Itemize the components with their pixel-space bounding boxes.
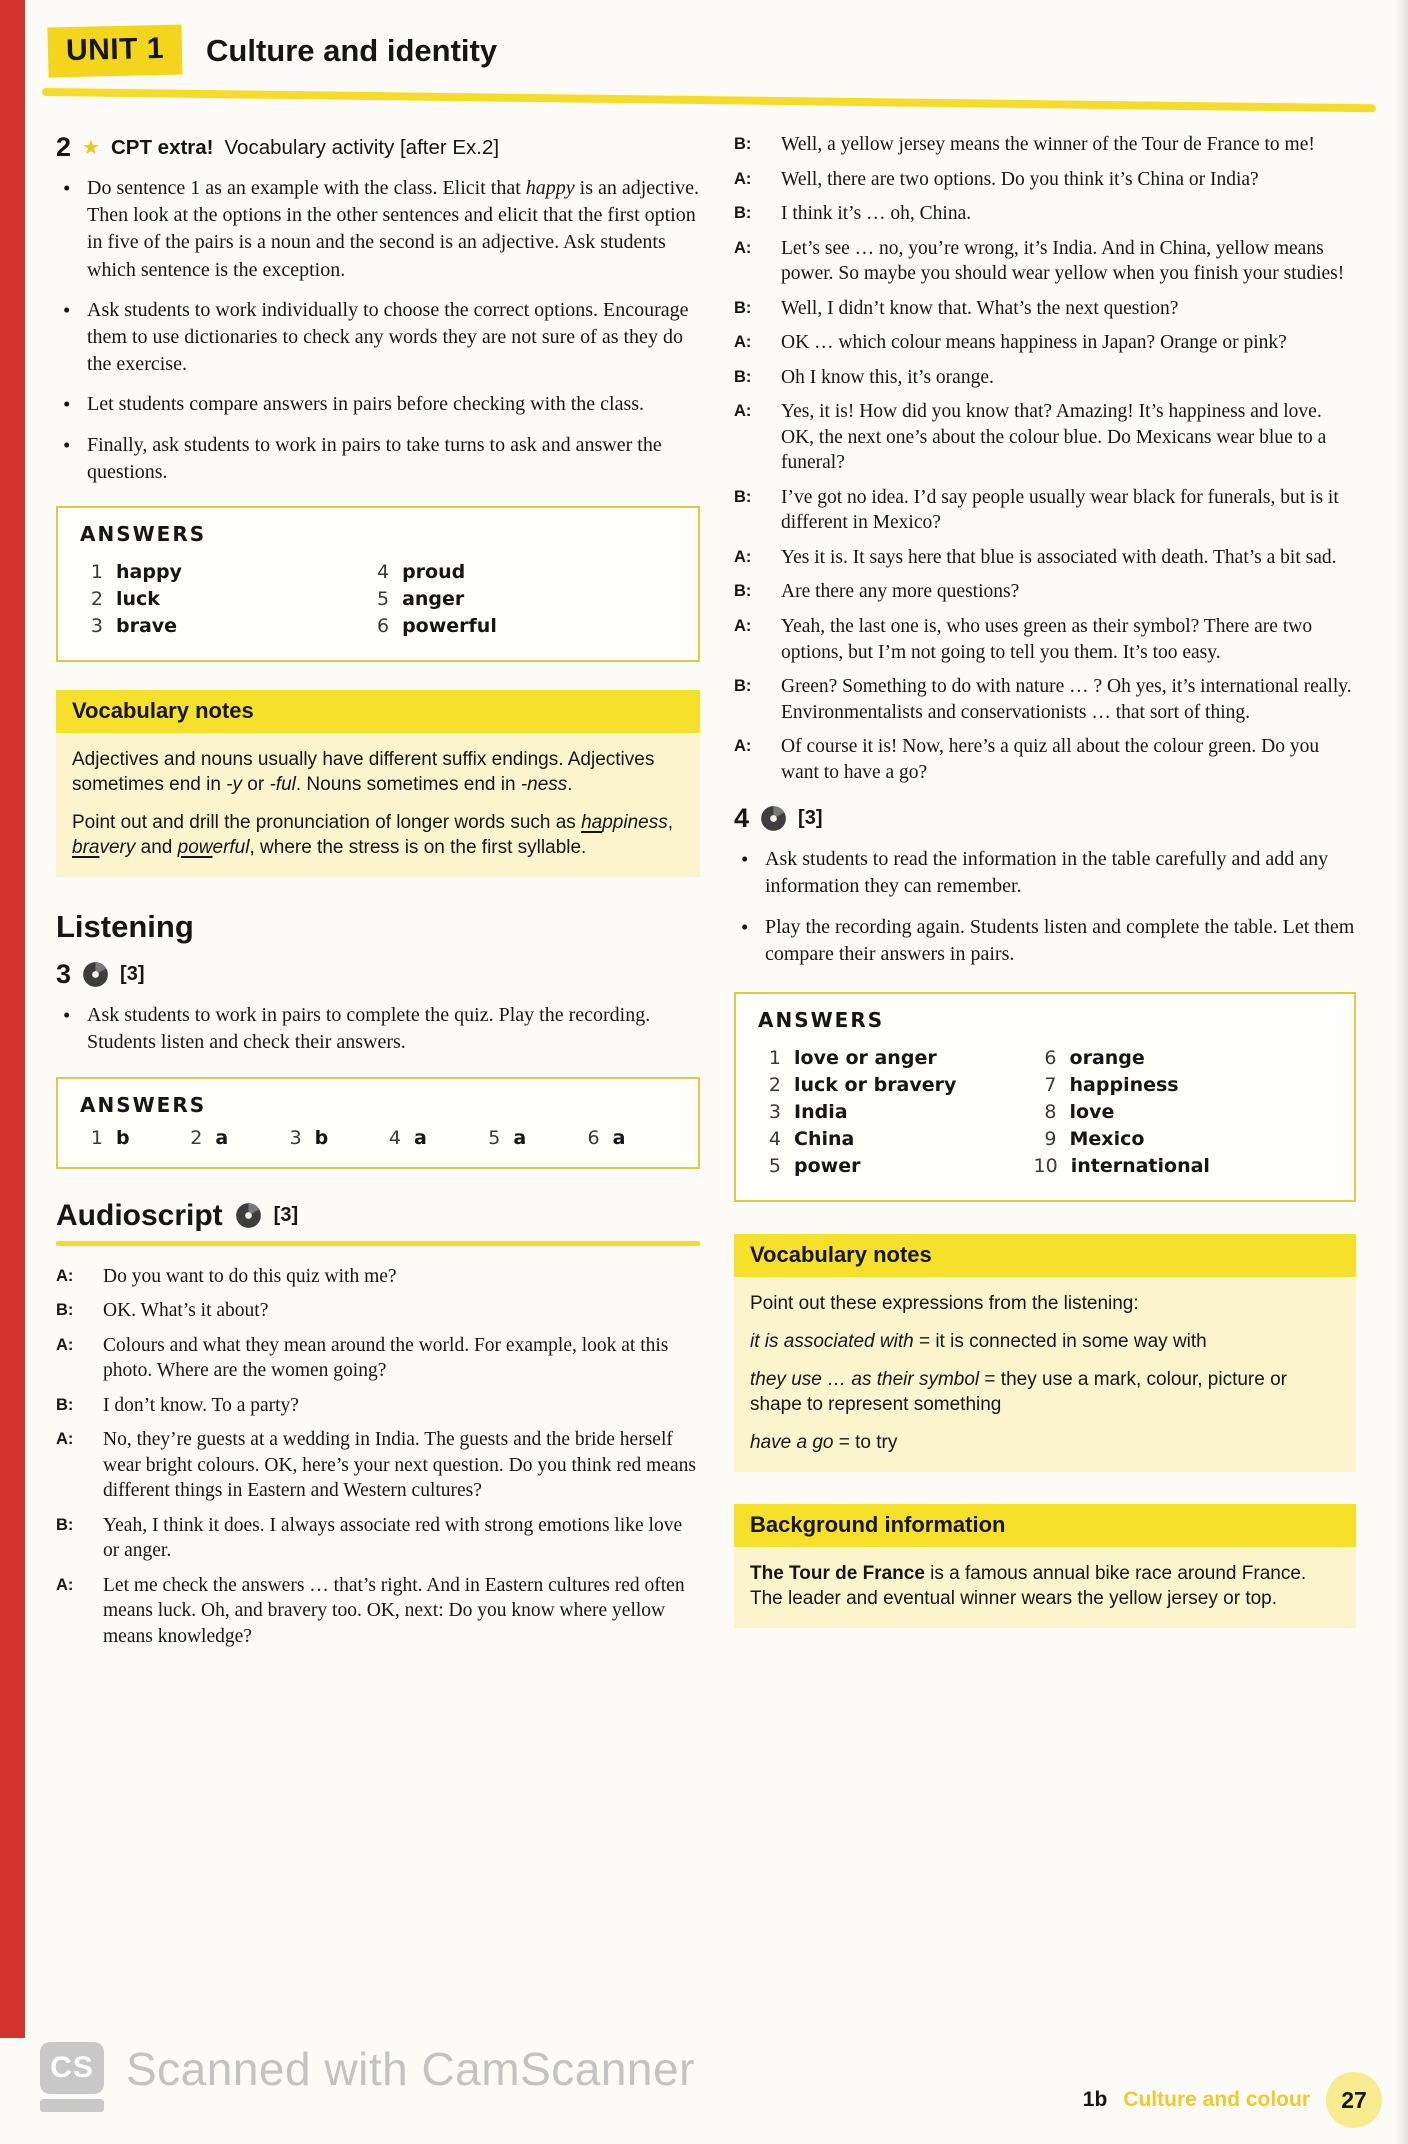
note-paragraph: it is associated with = it is connected in some way with bbox=[750, 1330, 1207, 1352]
answer-item bbox=[80, 561, 366, 583]
answer-text: proud bbox=[402, 560, 466, 583]
bullet-item bbox=[56, 175, 700, 284]
audio-cd-icon bbox=[235, 1202, 262, 1229]
bullet-text: Ask students to read the information in the table carefully and add any information they can remember. bbox=[765, 848, 1329, 898]
speaker-label: A: bbox=[56, 1575, 74, 1594]
dialogue-turn bbox=[56, 1513, 700, 1564]
dialogue-turn bbox=[734, 545, 1356, 571]
bullet-item bbox=[734, 914, 1356, 968]
speaker-label: A: bbox=[734, 238, 752, 257]
answer-item bbox=[758, 1128, 1034, 1150]
exercise-2-heading bbox=[56, 132, 700, 163]
bullet-text: Play the recording again. Students listen and complete the table. Let them compare their answers in pairs. bbox=[765, 915, 1355, 965]
track-number: [3] bbox=[273, 1204, 299, 1227]
dialogue-turn bbox=[734, 614, 1356, 665]
dialogue-turn bbox=[734, 167, 1356, 193]
answer-number: 1 bbox=[90, 560, 103, 583]
answer-number: 7 bbox=[1044, 1073, 1057, 1096]
note-paragraph: Adjectives and nouns usually have different suffix endings. Adjectives sometimes end in -y or -ful. Nouns sometimes end in -ness. bbox=[72, 748, 655, 795]
dialogue-turn bbox=[56, 1427, 700, 1504]
camscanner-logo-icon bbox=[40, 2042, 104, 2112]
answer-item bbox=[378, 1127, 477, 1149]
left-column bbox=[56, 128, 700, 1658]
quiz-answers-row bbox=[80, 1127, 676, 1149]
speaker-label: B: bbox=[56, 1515, 74, 1534]
speaker-label: A: bbox=[56, 1430, 74, 1449]
speaker-label: A: bbox=[734, 616, 752, 635]
answer-text: happiness bbox=[1069, 1073, 1179, 1096]
answers-box-ex3 bbox=[56, 1077, 700, 1169]
answer-item bbox=[1034, 1155, 1332, 1177]
dialogue-turn bbox=[734, 132, 1356, 158]
answer-text: anger bbox=[402, 587, 465, 610]
answer-number: 5 bbox=[768, 1154, 781, 1177]
audioscript-underline bbox=[56, 1241, 700, 1246]
answers-column-2 bbox=[366, 556, 676, 642]
camscanner-watermark-text: Scanned with CamScanner bbox=[126, 2043, 695, 2095]
answers-column-1 bbox=[80, 556, 366, 642]
answer-text: love or anger bbox=[794, 1046, 937, 1069]
answer-item bbox=[366, 561, 676, 583]
answer-item bbox=[80, 1127, 179, 1149]
speaker-label: A: bbox=[56, 1335, 74, 1354]
vocabulary-notes-box-2 bbox=[734, 1234, 1356, 1472]
background-paragraph: The Tour de France is a famous annual bike race around France. The leader and eventual winner wears the yellow jersey or top. bbox=[750, 1563, 1307, 1610]
dialogue-turn bbox=[734, 201, 1356, 227]
exercise-title: Vocabulary activity [after Ex.2] bbox=[224, 135, 500, 159]
page-title: Culture and identity bbox=[206, 33, 498, 68]
background-information-heading: Background information bbox=[734, 1504, 1356, 1547]
bullet-item bbox=[56, 432, 700, 486]
speaker-label: A: bbox=[734, 737, 752, 756]
bullet-item bbox=[56, 391, 700, 418]
speaker-label: A: bbox=[56, 1266, 74, 1285]
dialogue-turn bbox=[56, 1298, 700, 1324]
speaker-label: B: bbox=[734, 204, 752, 223]
page-header bbox=[48, 26, 497, 76]
speaker-label: B: bbox=[734, 677, 752, 696]
dialogue-turn bbox=[734, 236, 1356, 287]
dialogue-text: Yeah, the last one is, who uses green as their symbol? There are two options, but I’m not going to tell you them. It’s too easy. bbox=[781, 615, 1313, 663]
exercise-number: 2 bbox=[56, 132, 72, 162]
answer-item bbox=[758, 1155, 1034, 1177]
answer-item bbox=[366, 615, 676, 637]
dialogue-text: Well, there are two options. Do you think it’s China or India? bbox=[781, 168, 1259, 190]
answer-number: 3 bbox=[768, 1100, 781, 1123]
answer-number: 2 bbox=[190, 1126, 203, 1149]
audioscript-title: Audioscript bbox=[56, 1198, 223, 1232]
bullet-text: Ask students to work in pairs to complete the quiz. Play the recording. Students listen and check their answers. bbox=[87, 1004, 651, 1054]
cpt-extra-label: CPT extra! bbox=[110, 135, 214, 159]
camscanner-logo-bar bbox=[40, 2099, 104, 2112]
vocabulary-notes-body bbox=[56, 733, 700, 877]
dialogue-text: Yes it is. It says here that blue is associated with death. That’s a bit sad. bbox=[781, 546, 1337, 568]
exercise-4-heading bbox=[734, 803, 1356, 834]
track-number: [3] bbox=[120, 963, 145, 986]
answers-heading: ANSWERS bbox=[758, 1007, 885, 1032]
answers-grid bbox=[80, 556, 676, 642]
vocabulary-notes-box-1 bbox=[56, 690, 700, 877]
answer-number: 4 bbox=[388, 1126, 401, 1149]
answer-text: India bbox=[794, 1100, 848, 1123]
exercise-4-bullets bbox=[734, 846, 1356, 968]
dialogue-turn bbox=[56, 1333, 700, 1384]
page-number-badge bbox=[1326, 2072, 1382, 2128]
bullet-text: Do sentence 1 as an example with the class. Elicit that happy is an adjective. Then look at the options in the other sentences and elicit that the first option in five of the pairs is a noun and the second is an adjective. Ask students which sentence is the exception. bbox=[87, 177, 700, 281]
answer-text: brave bbox=[116, 614, 178, 637]
answer-number: 1 bbox=[90, 1126, 103, 1149]
answers-box-ex4 bbox=[734, 992, 1356, 1202]
answer-letter: a bbox=[413, 1126, 427, 1149]
answer-number: 6 bbox=[376, 614, 390, 637]
answers-column-2 bbox=[1034, 1042, 1332, 1182]
dialogue-text: Are there any more questions? bbox=[781, 581, 1020, 603]
listening-section-title: Listening bbox=[56, 909, 194, 945]
exercise-2-bullets bbox=[56, 175, 700, 486]
answer-number: 5 bbox=[488, 1126, 501, 1149]
dialogue-turn bbox=[56, 1393, 700, 1419]
scan-edge-shadow bbox=[1396, 0, 1408, 2144]
bullet-text: Let students compare answers in pairs before checking with the class. bbox=[87, 393, 645, 416]
answer-text: power bbox=[794, 1154, 861, 1177]
dialogue-text: OK … which colour means happiness in Japan? Orange or pink? bbox=[781, 332, 1287, 354]
exercise-number: 4 bbox=[734, 803, 750, 834]
note-paragraph: Point out and drill the pronunciation of longer words such as happiness, bravery and powerful, where the stress is on the first syllable. bbox=[72, 812, 674, 859]
answer-item bbox=[179, 1127, 278, 1149]
answer-text: luck bbox=[116, 587, 160, 610]
answer-number: 3 bbox=[289, 1126, 302, 1149]
speaker-label: A: bbox=[734, 169, 752, 188]
bullet-item bbox=[56, 297, 700, 379]
speaker-label: A: bbox=[734, 333, 752, 352]
dialogue-turn bbox=[734, 365, 1356, 391]
track-number: [3] bbox=[798, 807, 823, 830]
vocabulary-notes-heading: Vocabulary notes bbox=[734, 1234, 1356, 1277]
answer-item bbox=[758, 1101, 1034, 1123]
answers-grid bbox=[758, 1042, 1332, 1182]
page-number: 27 bbox=[1341, 2086, 1367, 2113]
answer-number: 3 bbox=[90, 614, 103, 637]
answer-number: 4 bbox=[376, 560, 390, 583]
answer-number: 6 bbox=[587, 1126, 600, 1149]
answer-number: 6 bbox=[1044, 1046, 1057, 1069]
answer-item bbox=[366, 588, 676, 610]
camscanner-logo-text: CS bbox=[50, 2051, 94, 2084]
audio-cd-icon bbox=[82, 961, 109, 988]
note-paragraph: have a go = to try bbox=[750, 1432, 898, 1454]
dialogue-text: Green? Something to do with nature … ? Oh yes, it’s international really. Environmentalists and conservationists … that sort of thing. bbox=[781, 676, 1352, 723]
star-icon: ★ bbox=[82, 136, 100, 159]
speaker-label: B: bbox=[734, 135, 752, 153]
answer-item bbox=[1034, 1047, 1332, 1069]
answer-number: 8 bbox=[1044, 1100, 1057, 1123]
page-footer bbox=[1083, 2072, 1382, 2128]
speaker-label: B: bbox=[734, 487, 752, 506]
exercise-3-heading bbox=[56, 959, 700, 990]
answer-letter: b bbox=[116, 1126, 130, 1149]
dialogue-text: Colours and what they mean around the world. For example, look at this photo. Where are the women going? bbox=[103, 1334, 669, 1382]
dialogue-text: Do you want to do this quiz with me? bbox=[103, 1265, 397, 1287]
answer-text: happy bbox=[116, 560, 182, 583]
bullet-item bbox=[56, 1002, 700, 1056]
dialogue-turn bbox=[734, 579, 1356, 605]
answer-item bbox=[1034, 1101, 1332, 1123]
dialogue-turn bbox=[734, 330, 1356, 356]
unit-label: UNIT 1 bbox=[65, 31, 165, 68]
dialogue-turn bbox=[734, 296, 1356, 322]
answer-number: 5 bbox=[376, 587, 390, 610]
dialogue-text: I’ve got no idea. I’d say people usually wear black for funerals, but is it different in Mexico? bbox=[781, 486, 1339, 534]
dialogue-turn bbox=[734, 399, 1356, 476]
answer-text: China bbox=[794, 1127, 855, 1150]
answer-text: love bbox=[1069, 1100, 1115, 1123]
speaker-label: B: bbox=[56, 1301, 74, 1320]
answer-text: luck or bravery bbox=[794, 1073, 957, 1096]
dialogue-text: OK. What’s it about? bbox=[103, 1300, 269, 1322]
audioscript-dialogue-continued bbox=[734, 132, 1356, 785]
answer-item bbox=[577, 1127, 676, 1149]
speaker-label: B: bbox=[734, 367, 752, 386]
dialogue-turn bbox=[56, 1573, 700, 1650]
answer-text: Mexico bbox=[1069, 1127, 1145, 1150]
dialogue-turn bbox=[734, 734, 1356, 785]
exercise-3-bullets bbox=[56, 1002, 700, 1056]
bullet-item bbox=[734, 846, 1356, 900]
lesson-title: Culture and colour bbox=[1123, 2088, 1310, 2111]
answer-letter: b bbox=[314, 1126, 329, 1149]
answer-item bbox=[477, 1127, 576, 1149]
dialogue-text: I don’t know. To a party? bbox=[103, 1394, 299, 1416]
answer-letter: a bbox=[612, 1126, 626, 1149]
answers-box-ex2 bbox=[56, 506, 700, 662]
dialogue-text: Let me check the answers … that’s right. And in Eastern cultures red often means luck. Oh, and bravery too. OK, next: Do you know where yellow means knowledge? bbox=[103, 1574, 685, 1647]
speaker-label: A: bbox=[734, 402, 752, 421]
answer-number: 2 bbox=[90, 587, 103, 610]
dialogue-text: Of course it is! Now, here’s a quiz all about the colour green. Do you want to have a go? bbox=[781, 736, 1320, 783]
speaker-label: B: bbox=[56, 1395, 74, 1414]
answers-heading: ANSWERS bbox=[80, 521, 207, 546]
speaker-label: A: bbox=[734, 547, 752, 566]
answers-column-1 bbox=[758, 1042, 1034, 1182]
background-information-box bbox=[734, 1504, 1356, 1628]
lesson-code: 1b bbox=[1082, 2088, 1108, 2111]
answer-text: powerful bbox=[402, 614, 497, 637]
answer-item bbox=[80, 615, 366, 637]
dialogue-text: No, they’re guests at a wedding in India. The guests and the bride herself wear bright colours. OK, here’s your next question. Do you think red means different things in Eastern and Western cultures? bbox=[103, 1429, 696, 1502]
bullet-text: Ask students to work individually to choose the correct options. Encourage them to use dictionaries to check any words they are not sure of as they do the exercise. bbox=[87, 298, 689, 376]
answer-number: 2 bbox=[768, 1073, 781, 1096]
answer-text: orange bbox=[1069, 1046, 1145, 1069]
vocabulary-notes-heading: Vocabulary notes bbox=[56, 690, 700, 733]
dialogue-text: Well, I didn’t know that. What’s the next question? bbox=[781, 297, 1179, 319]
answer-letter: a bbox=[215, 1126, 229, 1149]
note-paragraph: Point out these expressions from the listening: bbox=[750, 1292, 1139, 1314]
right-column bbox=[734, 132, 1356, 1628]
header-underline-swoosh bbox=[42, 88, 1376, 112]
dialogue-text: I think it’s … oh, China. bbox=[781, 203, 972, 225]
answer-item bbox=[279, 1127, 378, 1149]
speaker-label: B: bbox=[734, 582, 752, 601]
dialogue-turn bbox=[734, 485, 1356, 536]
audio-cd-icon bbox=[760, 805, 787, 832]
answer-text: international bbox=[1070, 1154, 1210, 1177]
exercise-number: 3 bbox=[56, 959, 72, 990]
note-paragraph: they use … as their symbol = they use a mark, colour, picture or shape to represent something bbox=[750, 1369, 1287, 1416]
dialogue-turn bbox=[56, 1264, 700, 1290]
answer-item bbox=[1034, 1128, 1332, 1150]
background-information-body bbox=[734, 1547, 1356, 1628]
answer-letter: a bbox=[513, 1126, 527, 1149]
dialogue-text: Oh I know this, it’s orange. bbox=[781, 366, 994, 388]
answer-item bbox=[758, 1074, 1034, 1096]
speaker-label: B: bbox=[734, 298, 752, 317]
answer-item bbox=[1034, 1074, 1332, 1096]
answers-heading: ANSWERS bbox=[80, 1092, 207, 1117]
book-edge-strip bbox=[0, 0, 25, 2038]
dialogue-text: Well, a yellow jersey means the winner of the Tour de France to me! bbox=[781, 134, 1315, 155]
answer-item bbox=[758, 1047, 1034, 1069]
camscanner-watermark bbox=[40, 2042, 695, 2112]
dialogue-text: Let’s see … no, you’re wrong, it’s India. And in China, yellow means power. So maybe you should wear yellow when you finish your studies! bbox=[781, 237, 1345, 285]
audioscript-dialogue bbox=[56, 1264, 700, 1650]
unit-badge bbox=[47, 24, 182, 77]
answer-number: 4 bbox=[768, 1127, 781, 1150]
dialogue-text: Yeah, I think it does. I always associate red with strong emotions like love or anger. bbox=[103, 1514, 683, 1562]
answer-number: 9 bbox=[1044, 1127, 1057, 1150]
dialogue-turn bbox=[734, 674, 1356, 725]
vocabulary-notes-body bbox=[734, 1277, 1356, 1472]
audioscript-heading bbox=[56, 1199, 700, 1233]
dialogue-text: Yes, it is! How did you know that? Amazing! It’s happiness and love. OK, the next one’s about the colour blue. Do Mexicans wear blue to a funeral? bbox=[781, 401, 1327, 474]
bullet-text: Finally, ask students to work in pairs to take turns to ask and answer the questions. bbox=[87, 433, 662, 483]
answer-item bbox=[80, 588, 366, 610]
answer-number: 10 bbox=[1033, 1154, 1058, 1177]
answer-number: 1 bbox=[768, 1046, 781, 1069]
